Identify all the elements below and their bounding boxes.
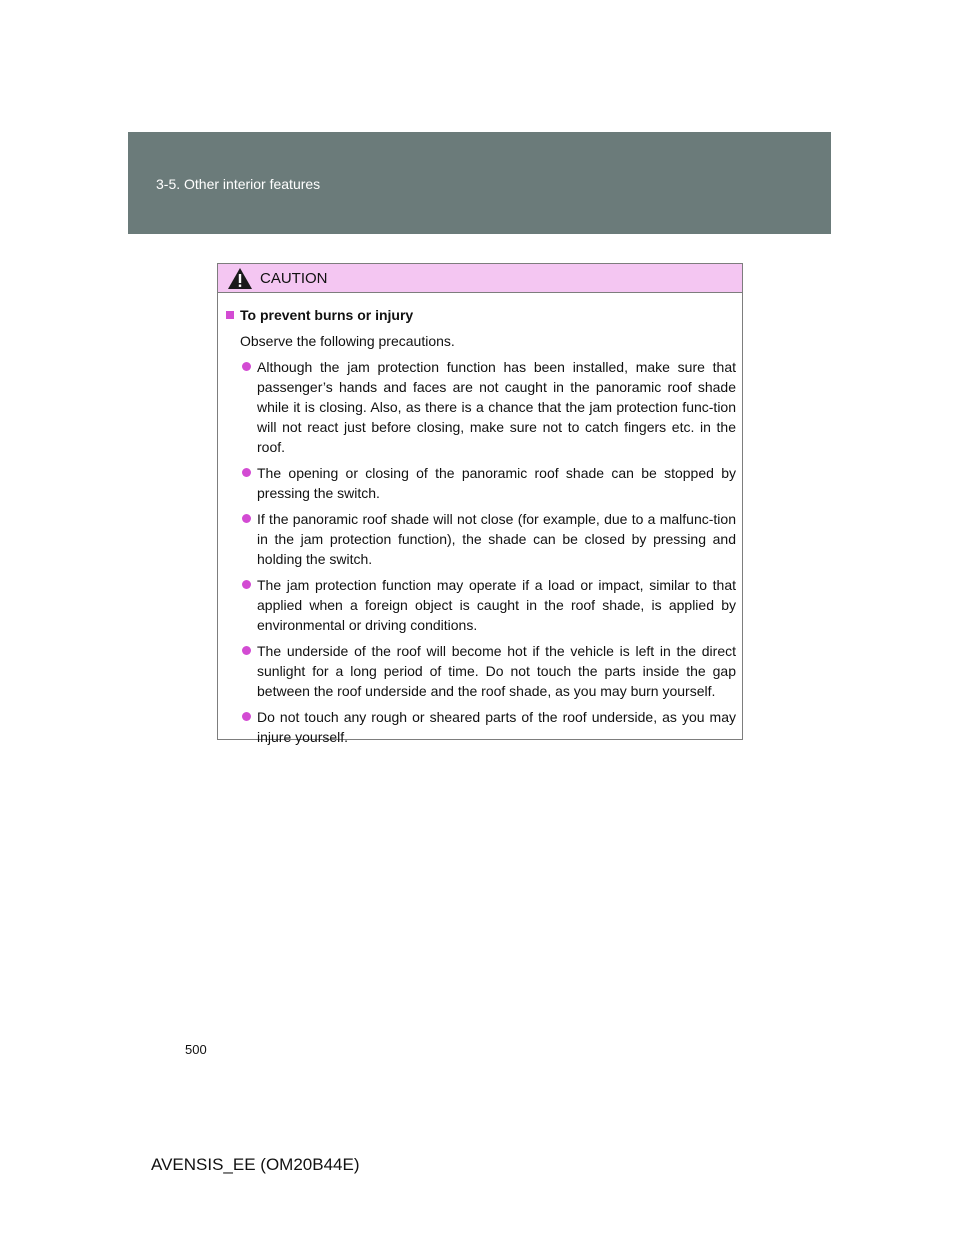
list-item-text: Do not touch any rough or sheared parts of the roof underside, as you may injure yourself. <box>257 709 736 745</box>
list-item-text: The opening or closing of the panoramic roof shade can be stopped by pressing the switch. <box>257 465 736 501</box>
list-item-text: The jam protection function may operate if a load or impact, similar to that applied when a foreign object is caught in the roof shade, is applied by environmental or driving conditions. <box>257 577 736 633</box>
list-item <box>226 463 736 503</box>
caution-header <box>218 264 742 293</box>
warning-triangle-icon <box>227 267 253 290</box>
section-title: 3-5. Other interior features <box>156 176 321 192</box>
round-bullet-icon <box>242 362 251 371</box>
list-item-text: The underside of the roof will become hot if the vehicle is left in the direct sunlight for a long period of time. Do not touch the parts inside the gap between the roof underside and the roof shade, as you may burn yourself. <box>257 643 736 699</box>
caution-body <box>218 293 742 747</box>
intro-text: Observe the following precautions. <box>240 333 455 349</box>
caution-label: CAUTION <box>260 270 328 287</box>
round-bullet-icon <box>242 514 251 523</box>
topic-text: To prevent burns or injury <box>240 307 414 323</box>
list-item-text: Although the jam protection function has been installed, make sure that passenger’s hands and faces are not caught in the panoramic roof shade while it is closing. Also, as there is a chance that the jam protection func-tion will not react just before closing, make sure not to catch fingers etc. in the roof. <box>257 359 736 455</box>
topic-heading <box>226 305 736 325</box>
list-item <box>226 357 736 457</box>
round-bullet-icon <box>242 712 251 721</box>
precaution-list <box>226 357 736 747</box>
square-bullet-icon <box>226 311 234 319</box>
manual-code: AVENSIS_EE (OM20B44E) <box>151 1155 360 1174</box>
list-item <box>226 509 736 569</box>
round-bullet-icon <box>242 646 251 655</box>
round-bullet-icon <box>242 580 251 589</box>
list-item <box>226 575 736 635</box>
list-item <box>226 707 736 747</box>
caution-box <box>217 263 743 745</box>
list-item <box>226 641 736 701</box>
list-item-text: If the panoramic roof shade will not close (for example, due to a malfunc-tion in the jam protection function), the shade can be closed by pressing and holding the switch. <box>257 511 736 567</box>
header-band <box>128 132 831 234</box>
round-bullet-icon <box>242 468 251 477</box>
page-number: 500 <box>185 1042 207 1057</box>
